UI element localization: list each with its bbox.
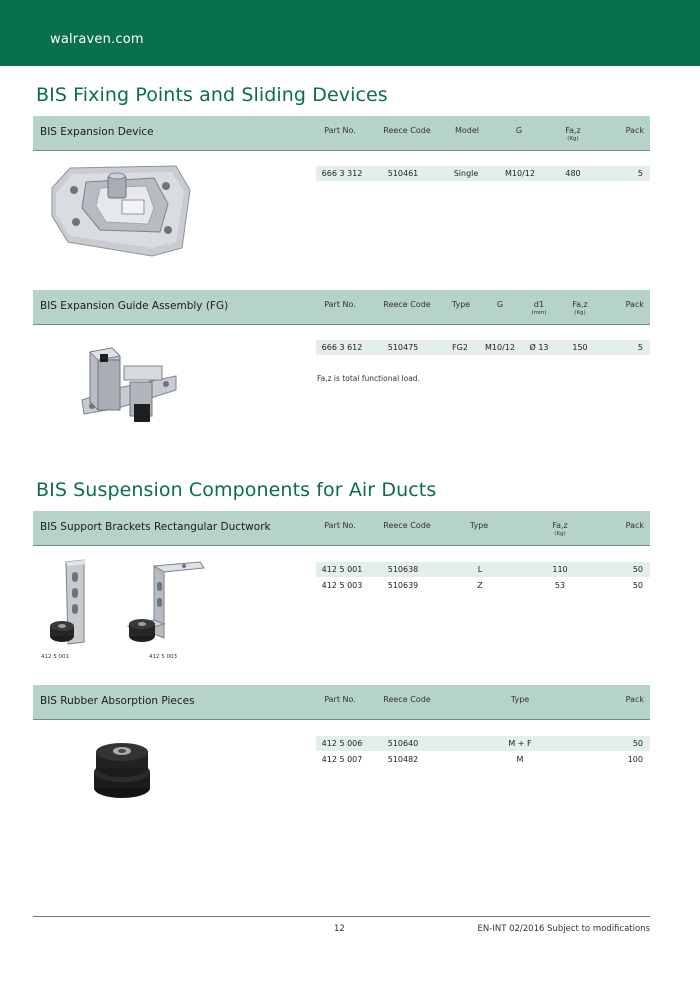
cell-faz: 53 xyxy=(554,581,566,590)
cell-faz: 150 xyxy=(572,343,588,352)
cell-reece-code: 510482 xyxy=(387,755,419,764)
col-faz: Fa,z (Kg) xyxy=(572,300,588,316)
table-row xyxy=(316,562,650,577)
col-type: Type xyxy=(510,695,530,704)
cell-reece-code: 510638 xyxy=(387,565,419,574)
footer-edition: EN-INT 02/2016 Subject to modifications xyxy=(477,924,650,934)
caption-bracket-z: 412 5 003 xyxy=(149,654,177,660)
col-pack: Pack xyxy=(625,300,644,309)
cell-g: M10/12 xyxy=(505,169,535,178)
cell-type: L xyxy=(477,565,483,574)
cell-part-no: 412 5 003 xyxy=(321,581,363,590)
functional-load-note: Fa,z is total functional load. xyxy=(317,374,420,383)
cell-type: FG2 xyxy=(452,343,468,352)
cell-part-no: 412 5 007 xyxy=(321,755,363,764)
product-header-expansion-guide xyxy=(33,290,650,325)
page-number: 12 xyxy=(334,924,345,934)
rubber-absorption-piece-image xyxy=(90,738,154,800)
col-model: Model xyxy=(454,126,480,135)
col-faz: Fa,z (Kg) xyxy=(565,126,581,142)
col-faz: Fa,z (Kg) xyxy=(552,521,568,537)
cell-model: Single xyxy=(453,169,479,178)
product-name: BIS Rubber Absorption Pieces xyxy=(40,695,195,707)
product-header-rubber-pieces xyxy=(33,685,650,720)
col-reece-code: Reece Code xyxy=(383,695,431,704)
col-reece-code: Reece Code xyxy=(383,521,431,530)
col-reece-code: Reece Code xyxy=(383,126,431,135)
product-name: BIS Expansion Device xyxy=(40,126,154,138)
cell-pack: 50 xyxy=(632,739,643,748)
cell-reece-code: 510639 xyxy=(387,581,419,590)
section-title-fixing-points: BIS Fixing Points and Sliding Devices xyxy=(36,84,388,106)
bracket-l-image xyxy=(48,558,90,648)
cell-reece-code: 510640 xyxy=(387,739,419,748)
col-part-no: Part No. xyxy=(324,521,356,530)
cell-g: M10/12 xyxy=(485,343,515,352)
product-header-support-brackets xyxy=(33,511,650,546)
cell-pack: 5 xyxy=(637,343,643,352)
table-row xyxy=(316,752,650,767)
product-name: BIS Support Brackets Rectangular Ductwork xyxy=(40,521,271,533)
col-g: G xyxy=(496,300,504,309)
col-g: G xyxy=(515,126,523,135)
col-pack: Pack xyxy=(625,521,644,530)
cell-part-no: 666 3 612 xyxy=(321,343,363,352)
expansion-device-image xyxy=(48,160,193,260)
col-part-no: Part No. xyxy=(324,695,356,704)
site-url[interactable]: walraven.com xyxy=(50,32,144,47)
caption-bracket-l: 412 5 001 xyxy=(41,654,69,660)
cell-faz: 110 xyxy=(552,565,568,574)
bracket-z-image xyxy=(124,560,206,646)
table-row xyxy=(316,166,650,181)
expansion-guide-image xyxy=(78,344,180,426)
section-title-suspension: BIS Suspension Components for Air Ducts xyxy=(36,479,437,501)
product-header-expansion-device xyxy=(33,116,650,151)
cell-reece-code: 510475 xyxy=(387,343,419,352)
footer-divider xyxy=(33,916,650,917)
col-type: Type xyxy=(469,521,489,530)
cell-faz: 480 xyxy=(565,169,581,178)
cell-d1: Ø 13 xyxy=(529,343,549,352)
cell-pack: 5 xyxy=(637,169,643,178)
cell-type: M xyxy=(516,755,524,764)
product-name: BIS Expansion Guide Assembly (FG) xyxy=(40,300,229,312)
table-row xyxy=(316,736,650,751)
cell-pack: 50 xyxy=(632,565,643,574)
col-pack: Pack xyxy=(625,126,644,135)
cell-reece-code: 510461 xyxy=(387,169,419,178)
cell-type: Z xyxy=(477,581,483,590)
cell-part-no: 412 5 001 xyxy=(321,565,363,574)
col-part-no: Part No. xyxy=(324,126,356,135)
table-row xyxy=(316,340,650,355)
col-reece-code: Reece Code xyxy=(383,300,431,309)
cell-part-no: 666 3 312 xyxy=(321,169,363,178)
col-type: Type xyxy=(451,300,471,309)
cell-part-no: 412 5 006 xyxy=(321,739,363,748)
col-pack: Pack xyxy=(625,695,644,704)
cell-pack: 50 xyxy=(632,581,643,590)
table-row xyxy=(316,578,650,593)
col-d1: d1 (mm) xyxy=(531,300,547,316)
cell-pack: 100 xyxy=(627,755,643,764)
col-part-no: Part No. xyxy=(324,300,356,309)
cell-type: M + F xyxy=(508,739,532,748)
top-brand-bar xyxy=(0,0,700,66)
